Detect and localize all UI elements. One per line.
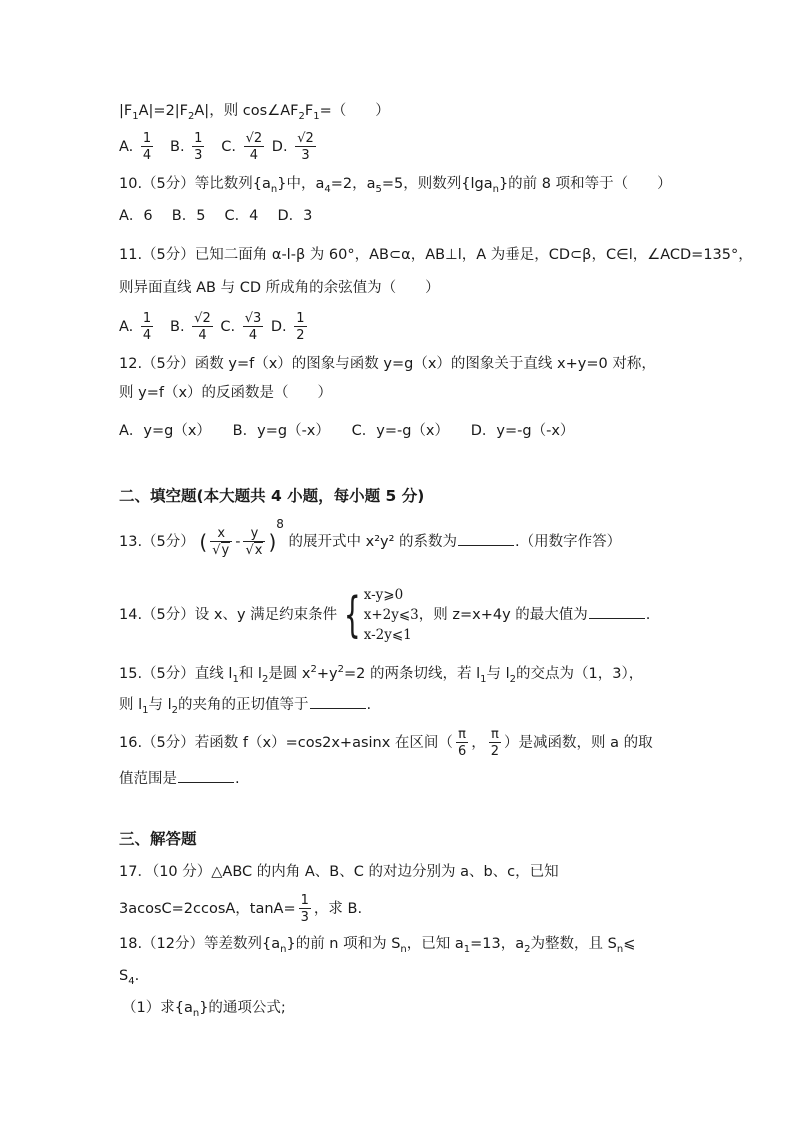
q9-text: |F [119,103,133,119]
exponent: 8 [276,517,284,532]
q13-stem [119,517,622,558]
fraction [141,312,153,342]
q9-sub: 1 [313,110,320,122]
q14-text: . [645,607,651,623]
q15-text: 的夹角的正切值等于 [178,697,309,713]
q12-stem-line2: 则 y=f（x）的反函数是（ ） [119,385,333,401]
frac-num: π [489,728,501,743]
q9-text: A|=2|F [138,103,189,119]
q9-text: A|，则 cos∠AF [194,103,299,119]
frac-num: √2 [245,131,263,146]
q15-sub: 2 [261,673,269,685]
frac-num: π [456,728,468,743]
q17-stem-line1: 17．（10 分）△ABC 的内角 A、B、C 的对边分别为 a、b、c，已知 [119,864,559,880]
q14-text: ，则 z=x+4y 的最大值为 [418,607,588,623]
q15-stem-line1 [119,664,643,684]
q13-text: .（用数字作答） [515,534,622,550]
q10-options: A．6 B．5 C．4 D．3 [119,208,313,224]
answer-blank[interactable] [458,531,514,546]
q16-stem-line1 [119,728,653,758]
fraction [456,728,468,758]
q18-sub: n [616,943,624,955]
minus-sign: - [235,534,241,550]
frac-den: 4 [142,328,152,343]
frac-den: √x [245,543,263,558]
q10-sub: 5 [375,183,382,195]
q11-option-b [170,312,216,342]
q9-option-c [221,132,267,162]
q10-text: }中，a [277,176,325,192]
frac-den: 4 [249,148,259,163]
q16-text: ， [471,735,486,751]
q15-sup: 2 [310,664,317,676]
q18-part1 [122,998,286,1018]
q15-stem-line2 [119,694,371,715]
q18-sub: 2 [524,943,531,955]
frac-den: 3 [300,910,309,925]
radicand: y [221,543,230,558]
fraction [299,894,311,924]
q9-sub: 1 [132,110,139,122]
constraint: x-2y⩽1 [363,627,412,643]
frac-den: 4 [248,328,258,343]
q9-text: F [304,103,314,119]
q9-sub: 2 [188,110,195,122]
q15-sub: 1 [480,673,487,685]
option-label: D. [271,139,288,155]
q18-stem-line1 [119,934,635,954]
option-label: C. [221,139,237,155]
q18-text: 为整数，且 S [530,936,617,952]
option-label: D. [270,319,287,335]
frac-den: 6 [457,744,467,759]
q10-text: =5，则数列{lga [381,176,493,192]
left-brace: { [344,587,361,643]
q10-text: }的前 8 项和等于（ ） [498,176,672,192]
q9-option-a [119,132,156,162]
q11-options [119,312,310,342]
frac-den: 2 [490,744,499,759]
constraint-system [364,585,419,645]
fraction [295,132,316,162]
option-label: B. [170,319,185,335]
q18-text: S [119,968,129,984]
fraction [489,728,501,758]
q18-sub: n [192,1007,200,1019]
q15-sup: 2 [337,664,345,676]
q18-sub: n [400,943,407,955]
q14-stem [119,585,650,645]
q15-text: =2 的两条切线，若 l [344,666,481,682]
fraction [192,312,213,342]
radicand: x [254,543,263,558]
q18-text: 18.（12分）等差数列{a [119,936,281,952]
q18-text: }的通项公式; [199,1000,286,1016]
q18-text: . [134,968,140,984]
section-heading-solutions: 三、解答题 [119,830,197,848]
q13-text: 的展开式中 x²y² 的系数为 [288,534,458,550]
q16-stem-line2 [119,768,240,789]
q16-text: 16.（5分）若函数 f（x）=cos2x+asinx 在区间（ [119,735,453,751]
q15-text: 15.（5分）直线 l [119,666,233,682]
fraction [192,132,204,162]
q15-text: +y [316,666,338,682]
option-label: C. [220,319,236,335]
frac-num: 1 [194,131,203,146]
q18-sub: 4 [128,975,135,987]
frac-num: √2 [194,311,211,326]
q18-stem-line2 [119,966,139,986]
q12-options: A．y=g（x） B．y=g（-x） C．y=-g（x） D．y=-g（-x） [119,423,575,439]
frac-den: √y [212,543,230,558]
q10-text: 10.（5分）等比数列{a [119,176,271,192]
q9-option-d [272,132,319,162]
q9-sub: 2 [298,110,305,122]
q9-tail-stem [119,101,390,121]
q15-sub: 2 [171,704,179,716]
q15-text: 和 l [238,666,262,682]
option-label: A. [119,319,134,335]
q10-stem [119,174,672,194]
q17-text: ，求 B. [313,901,363,917]
fraction [141,132,153,162]
frac-num: x [210,527,232,542]
section-heading-fill-in: 二、填空题(本大题共 4 小题，每小题 5 分) [119,487,425,505]
frac-num: √3 [244,311,262,326]
frac-den: 3 [301,148,310,163]
q16-text: 值范围是 [119,771,177,787]
option-label: A. [119,139,134,155]
frac-num: 1 [296,311,305,326]
frac-num: 1 [142,311,152,326]
fraction [243,312,264,342]
q15-text: 则 l [119,697,143,713]
constraint: x-y⩾0 [363,587,404,603]
q18-text: =13，a [470,936,525,952]
q11-option-c [220,312,266,342]
frac-den: 3 [194,148,203,163]
fraction [210,527,232,557]
frac-num: 1 [300,893,309,908]
frac-num: y [243,527,265,542]
q18-text: }的前 n 项和为 S [286,936,401,952]
q11-stem-line2: 则异面直线 AB 与 CD 所成角的余弦值为（ ） [119,280,440,296]
q9-text: =（ ） [319,103,390,119]
answer-blank[interactable] [310,694,366,709]
q14-text: 14.（5分）设 x、y 满足约束条件 [119,607,338,623]
q16-text: . [235,771,240,787]
frac-den: 4 [198,328,207,343]
constraint: x+2y⩽3 [363,607,419,623]
answer-blank[interactable] [178,768,234,783]
q18-sub: 1 [463,943,471,955]
q10-text: =2，a [330,176,376,192]
q9-options [119,132,319,162]
left-paren: ( [199,530,208,554]
right-paren: ) [268,530,277,554]
q15-text: 与 l [148,697,172,713]
q11-option-a [119,312,156,342]
q17-stem-line2 [119,894,362,924]
q10-sub: 4 [324,183,331,195]
fraction [243,527,265,557]
q15-sub: 1 [142,704,149,716]
answer-blank[interactable] [589,604,645,619]
q13-text: 13.（5分） [119,534,195,550]
q16-text: ）是减函数，则 a 的取 [504,735,653,751]
q18-text: ⩽ [623,936,636,952]
frac-den: 2 [296,328,305,343]
frac-num: 1 [142,131,152,146]
q10-sub: n [492,183,499,195]
fraction [244,132,265,162]
q18-text: （1）求{a [122,1000,193,1016]
q15-sub: 1 [232,673,239,685]
q11-stem-line1: 11.（5分）已知二面角 α-l-β 为 60°，AB⊂α，AB⊥l，A 为垂足，CD⊂β，C∈l，∠ACD=135°， [119,247,753,263]
q15-text: 的交点为（1，3）， [516,666,644,682]
q18-text: ，已知 a [406,936,464,952]
q12-stem-line1: 12.（5分）函数 y=f（x）的图象与函数 y=g（x）的图象关于直线 x+y=0 对称， [119,356,656,372]
q9-option-b [170,132,207,162]
frac-num: √2 [297,131,314,146]
q10-sub: n [270,183,278,195]
q15-text: . [366,697,372,713]
q17-text: 3acosC=2ccosA，tanA= [119,901,296,917]
q11-option-d [271,312,310,342]
fraction [294,312,306,342]
frac-den: 4 [142,148,152,163]
q15-text: 与 l [486,666,510,682]
q15-text: 是圆 x [268,666,311,682]
q15-sub: 2 [509,673,517,685]
q18-sub: n [280,943,287,955]
option-label: B. [170,139,185,155]
